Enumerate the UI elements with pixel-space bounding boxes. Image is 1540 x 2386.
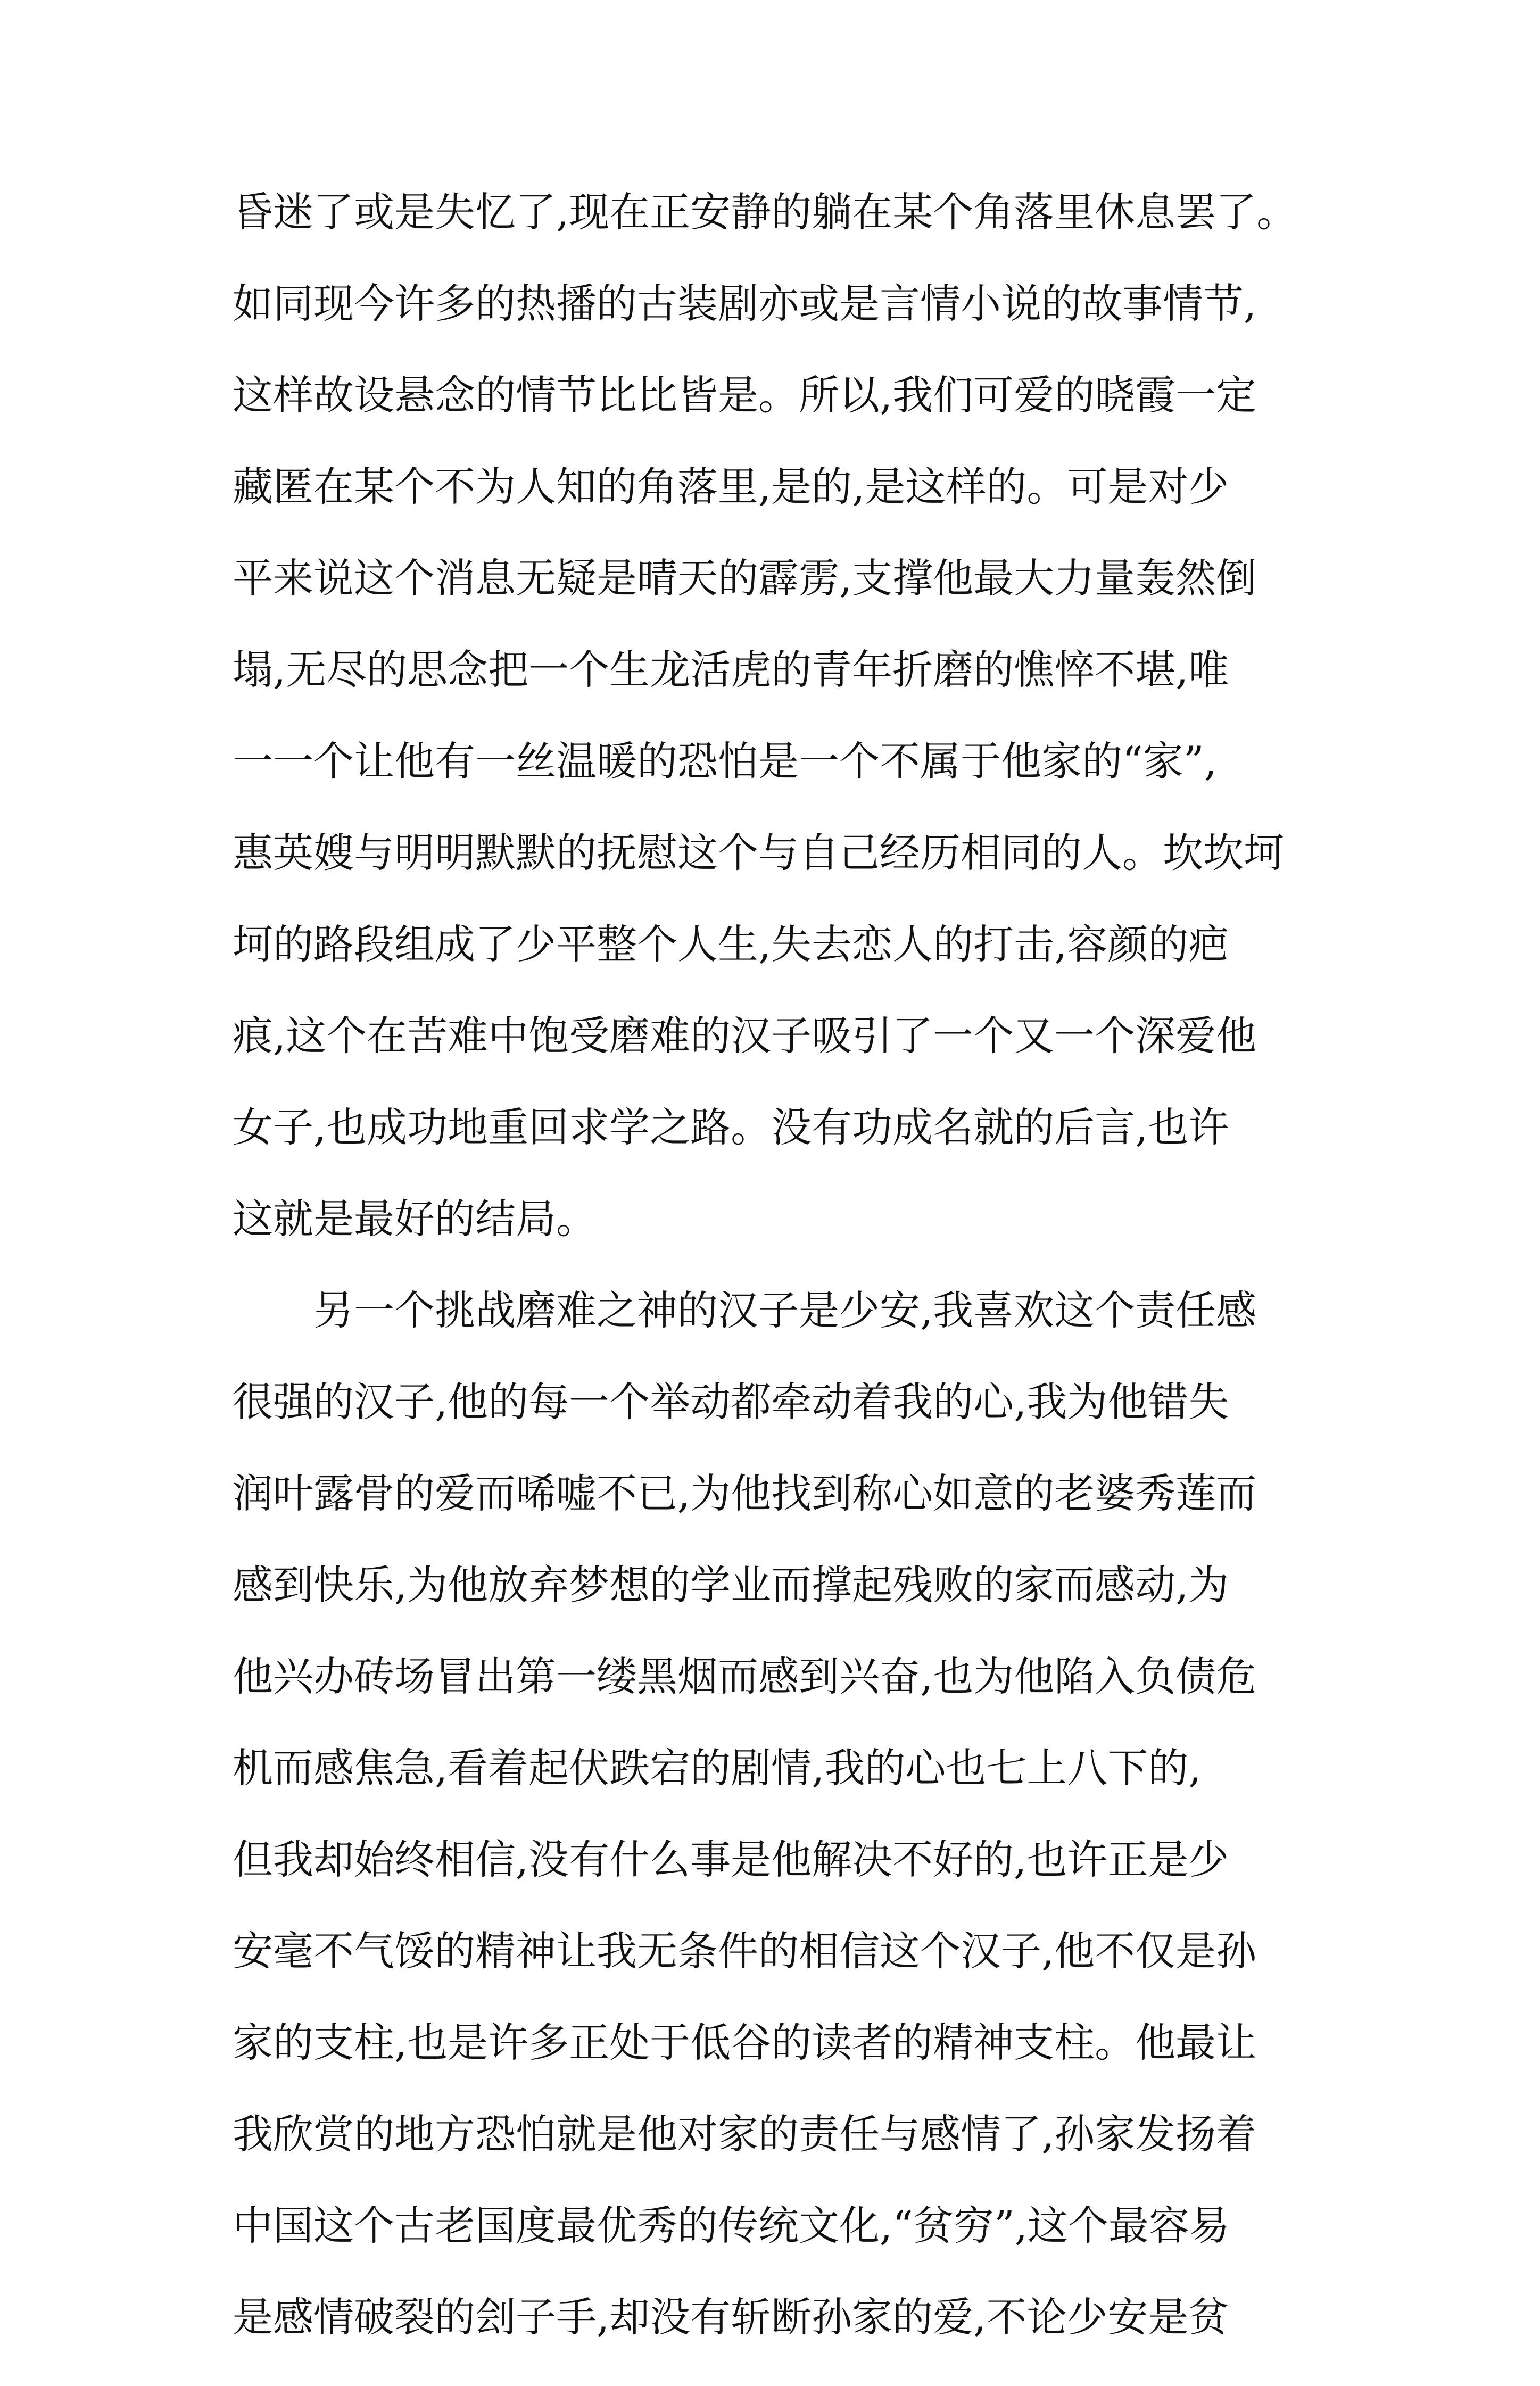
- text-line: 惠英嫂与明明默默的抚慰这个与自己经历相同的人。坎坎坷: [233, 829, 1284, 876]
- text-line: 痕,这个在苦难中饱受磨难的汉子吸引了一个又一个深爱他: [233, 1012, 1257, 1059]
- text-line: 他兴办砖场冒出第一缕黑烟而感到兴奋,也为他陷入负债危: [233, 1653, 1257, 1700]
- text-line: 中国这个古老国度最优秀的传统文化,“贫穷”,这个最容易: [233, 2202, 1230, 2249]
- text-line: 如同现今许多的热播的古装剧亦或是言情小说的故事情节,: [233, 280, 1257, 327]
- text-line: 藏匿在某个不为人知的角落里,是的,是这样的。可是对少: [233, 463, 1229, 510]
- text-line: 平来说这个消息无疑是晴天的霹雳,支撑他最大力量轰然倒: [233, 554, 1257, 602]
- text-line: 但我却始终相信,没有什么事是他解决不好的,也许正是少: [233, 1836, 1229, 1883]
- text-line: 机而感焦急,看着起伏跌宕的剧情,我的心也七上八下的,: [233, 1744, 1202, 1792]
- text-line: 我欣赏的地方恐怕就是他对家的责任与感情了,孙家发扬着: [233, 2110, 1257, 2158]
- text-line: 这样故设悬念的情节比比皆是。所以,我们可爱的晓霞一定: [233, 371, 1257, 419]
- text-line: 是感情破裂的刽子手,却没有斩断孙家的爱,不论少安是贫: [233, 2293, 1229, 2341]
- text-line: 女子,也成功地重回求学之路。没有功成名就的后言,也许: [233, 1104, 1229, 1151]
- text-line: 安毫不气馁的精神让我无条件的相信这个汉子,他不仅是孙: [233, 1927, 1257, 1975]
- text-line: 这就是最好的结局。: [233, 1195, 597, 1242]
- text-line: 塌,无尽的思念把一个生龙活虎的青年折磨的憔悴不堪,唯: [233, 646, 1229, 693]
- text-line: 感到快乐,为他放弃梦想的学业而撑起残败的家而感动,为: [233, 1561, 1229, 1609]
- text-line: 很强的汉子,他的每一个举动都牵动着我的心,我为他错失: [233, 1378, 1229, 1426]
- text-line: 一一个让他有一丝温暖的恐怕是一个不属于他家的“家”,: [233, 738, 1217, 785]
- text-line: 家的支柱,也是许多正处于低谷的读者的精神支柱。他最让: [233, 2019, 1257, 2066]
- body-text: [233, 189, 1350, 2386]
- text-line: 润叶露骨的爱而唏嘘不已,为他找到称心如意的老婆秀莲而: [233, 1470, 1257, 1517]
- text-line: 坷的路段组成了少平整个人生,失去恋人的打击,容颜的疤: [233, 921, 1229, 968]
- text-line: 昏迷了或是失忆了,现在正安静的躺在某个角落里休息罢了。: [233, 188, 1297, 236]
- paragraph-start-line: 另一个挑战磨难之神的汉子是少安,我喜欢这个责任感: [233, 1287, 1257, 1334]
